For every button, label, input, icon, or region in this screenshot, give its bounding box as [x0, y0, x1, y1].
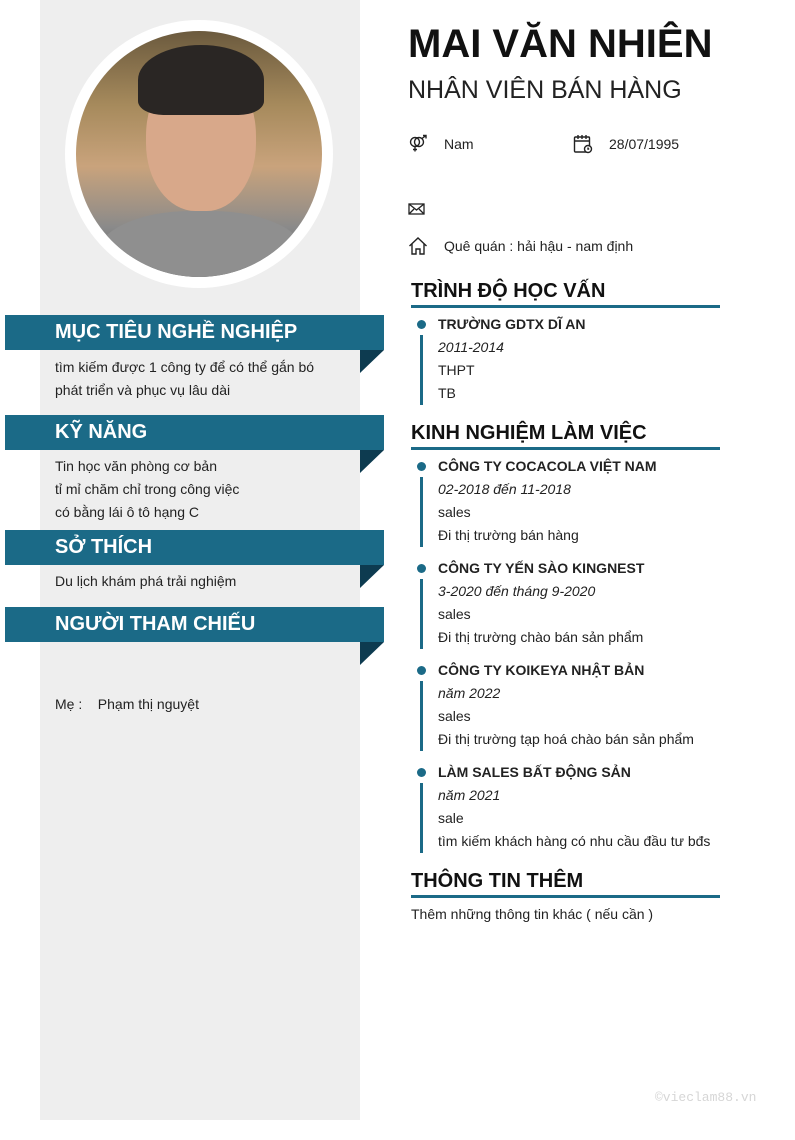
timeline-dot	[417, 666, 426, 675]
timeline-dot	[417, 768, 426, 777]
text-line: Mẹ : Phạm thị nguyệt	[55, 696, 199, 712]
candidate-name: MAI VĂN NHIÊN	[408, 22, 713, 66]
entry-title: CÔNG TY KOIKEYA NHẬT BẢN	[438, 662, 645, 678]
entry-line: tìm kiếm khách hàng có nhu cầu đầu tư bđs	[438, 833, 711, 849]
entry-title: TRƯỜNG GDTX DĨ AN	[438, 316, 586, 332]
text-line: Tin học văn phòng cơ bản	[55, 458, 217, 474]
entry-date: năm 2022	[438, 685, 501, 701]
entry-line: sales	[438, 708, 471, 724]
timeline-bar	[420, 783, 423, 853]
experience-entry	[438, 557, 728, 649]
entry-line: sale	[438, 810, 464, 826]
gender-value: Nam	[444, 136, 474, 152]
entry-title: CÔNG TY COCACOLA VIỆT NAM	[438, 458, 657, 474]
ribbon-fold	[360, 350, 384, 373]
ribbon-fold	[360, 450, 384, 473]
references-text	[55, 647, 345, 739]
ribbon-fold	[360, 565, 384, 588]
text-line: Du lịch khám phá trải nghiệm	[55, 573, 237, 589]
gender-info	[408, 134, 474, 154]
text-line: tìm kiếm được 1 công ty để có thể gắn bó	[55, 359, 315, 375]
timeline-dot	[417, 462, 426, 471]
calendar-icon	[573, 134, 593, 154]
birthday-value: 28/07/1995	[609, 136, 680, 152]
entry-date: năm 2021	[438, 787, 501, 803]
entry-line: Đi thị trường bán hàng	[438, 527, 579, 543]
entry-title: CÔNG TY YẾN SÀO KINGNEST	[438, 560, 645, 576]
home-icon	[408, 236, 428, 256]
gender-icon	[408, 134, 428, 154]
birthday-info	[573, 134, 679, 154]
entry-line: sales	[438, 504, 471, 520]
entry-line: Đi thị trường chào bán sản phẩm	[438, 629, 644, 645]
entry-line: TB	[438, 385, 456, 401]
experience-heading: KINH NGHIỆM LÀM VIỆC	[411, 422, 720, 450]
timeline-dot	[417, 564, 426, 573]
entry-title: LÀM SALES BẤT ĐỘNG SẢN	[438, 764, 631, 780]
timeline-bar	[420, 335, 423, 405]
entry-line: sales	[438, 606, 471, 622]
skills-text	[55, 455, 345, 524]
entry-date: 3-2020 đến tháng 9-2020	[438, 583, 596, 599]
candidate-position: NHÂN VIÊN BÁN HÀNG	[408, 76, 682, 104]
watermark: ©vieclam88.vn	[655, 1090, 757, 1105]
text-line: phát triển và phục vụ lâu dài	[55, 382, 231, 398]
timeline-dot	[417, 320, 426, 329]
references-heading: NGƯỜI THAM CHIẾU	[5, 607, 384, 642]
experience-entry	[438, 455, 728, 547]
ribbon-fold	[360, 642, 384, 665]
education-entry	[438, 313, 728, 405]
timeline-bar	[420, 477, 423, 547]
education-heading: TRÌNH ĐỘ HỌC VẤN	[411, 280, 720, 308]
text-line: tỉ mỉ chăm chỉ trong công việc	[55, 481, 240, 497]
additional-heading: THÔNG TIN THÊM	[411, 870, 720, 898]
timeline-bar	[420, 579, 423, 649]
avatar	[76, 31, 322, 277]
email-info	[408, 202, 441, 216]
skills-heading: KỸ NĂNG	[5, 415, 384, 450]
envelope-icon	[408, 202, 425, 216]
experience-entry	[438, 659, 728, 751]
hometown-value: Quê quán : hải hậu - nam định	[444, 238, 634, 254]
entry-date: 02-2018 đến 11-2018	[438, 481, 571, 497]
entry-date: 2011-2014	[438, 339, 504, 355]
entry-line: THPT	[438, 362, 475, 378]
additional-text: Thêm những thông tin khác ( nếu cần )	[411, 906, 654, 922]
text-line: có bằng lái ô tô hạng C	[55, 504, 199, 520]
hometown-info	[408, 236, 633, 256]
objective-heading: MỤC TIÊU NGHỀ NGHIỆP	[5, 315, 384, 350]
objective-text	[55, 356, 345, 402]
hobbies-text	[55, 570, 345, 593]
hobbies-heading: SỞ THÍCH	[5, 530, 384, 565]
entry-line: Đi thị trường tạp hoá chào bán sản phẩm	[438, 731, 694, 747]
experience-entry	[438, 761, 728, 853]
timeline-bar	[420, 681, 423, 751]
